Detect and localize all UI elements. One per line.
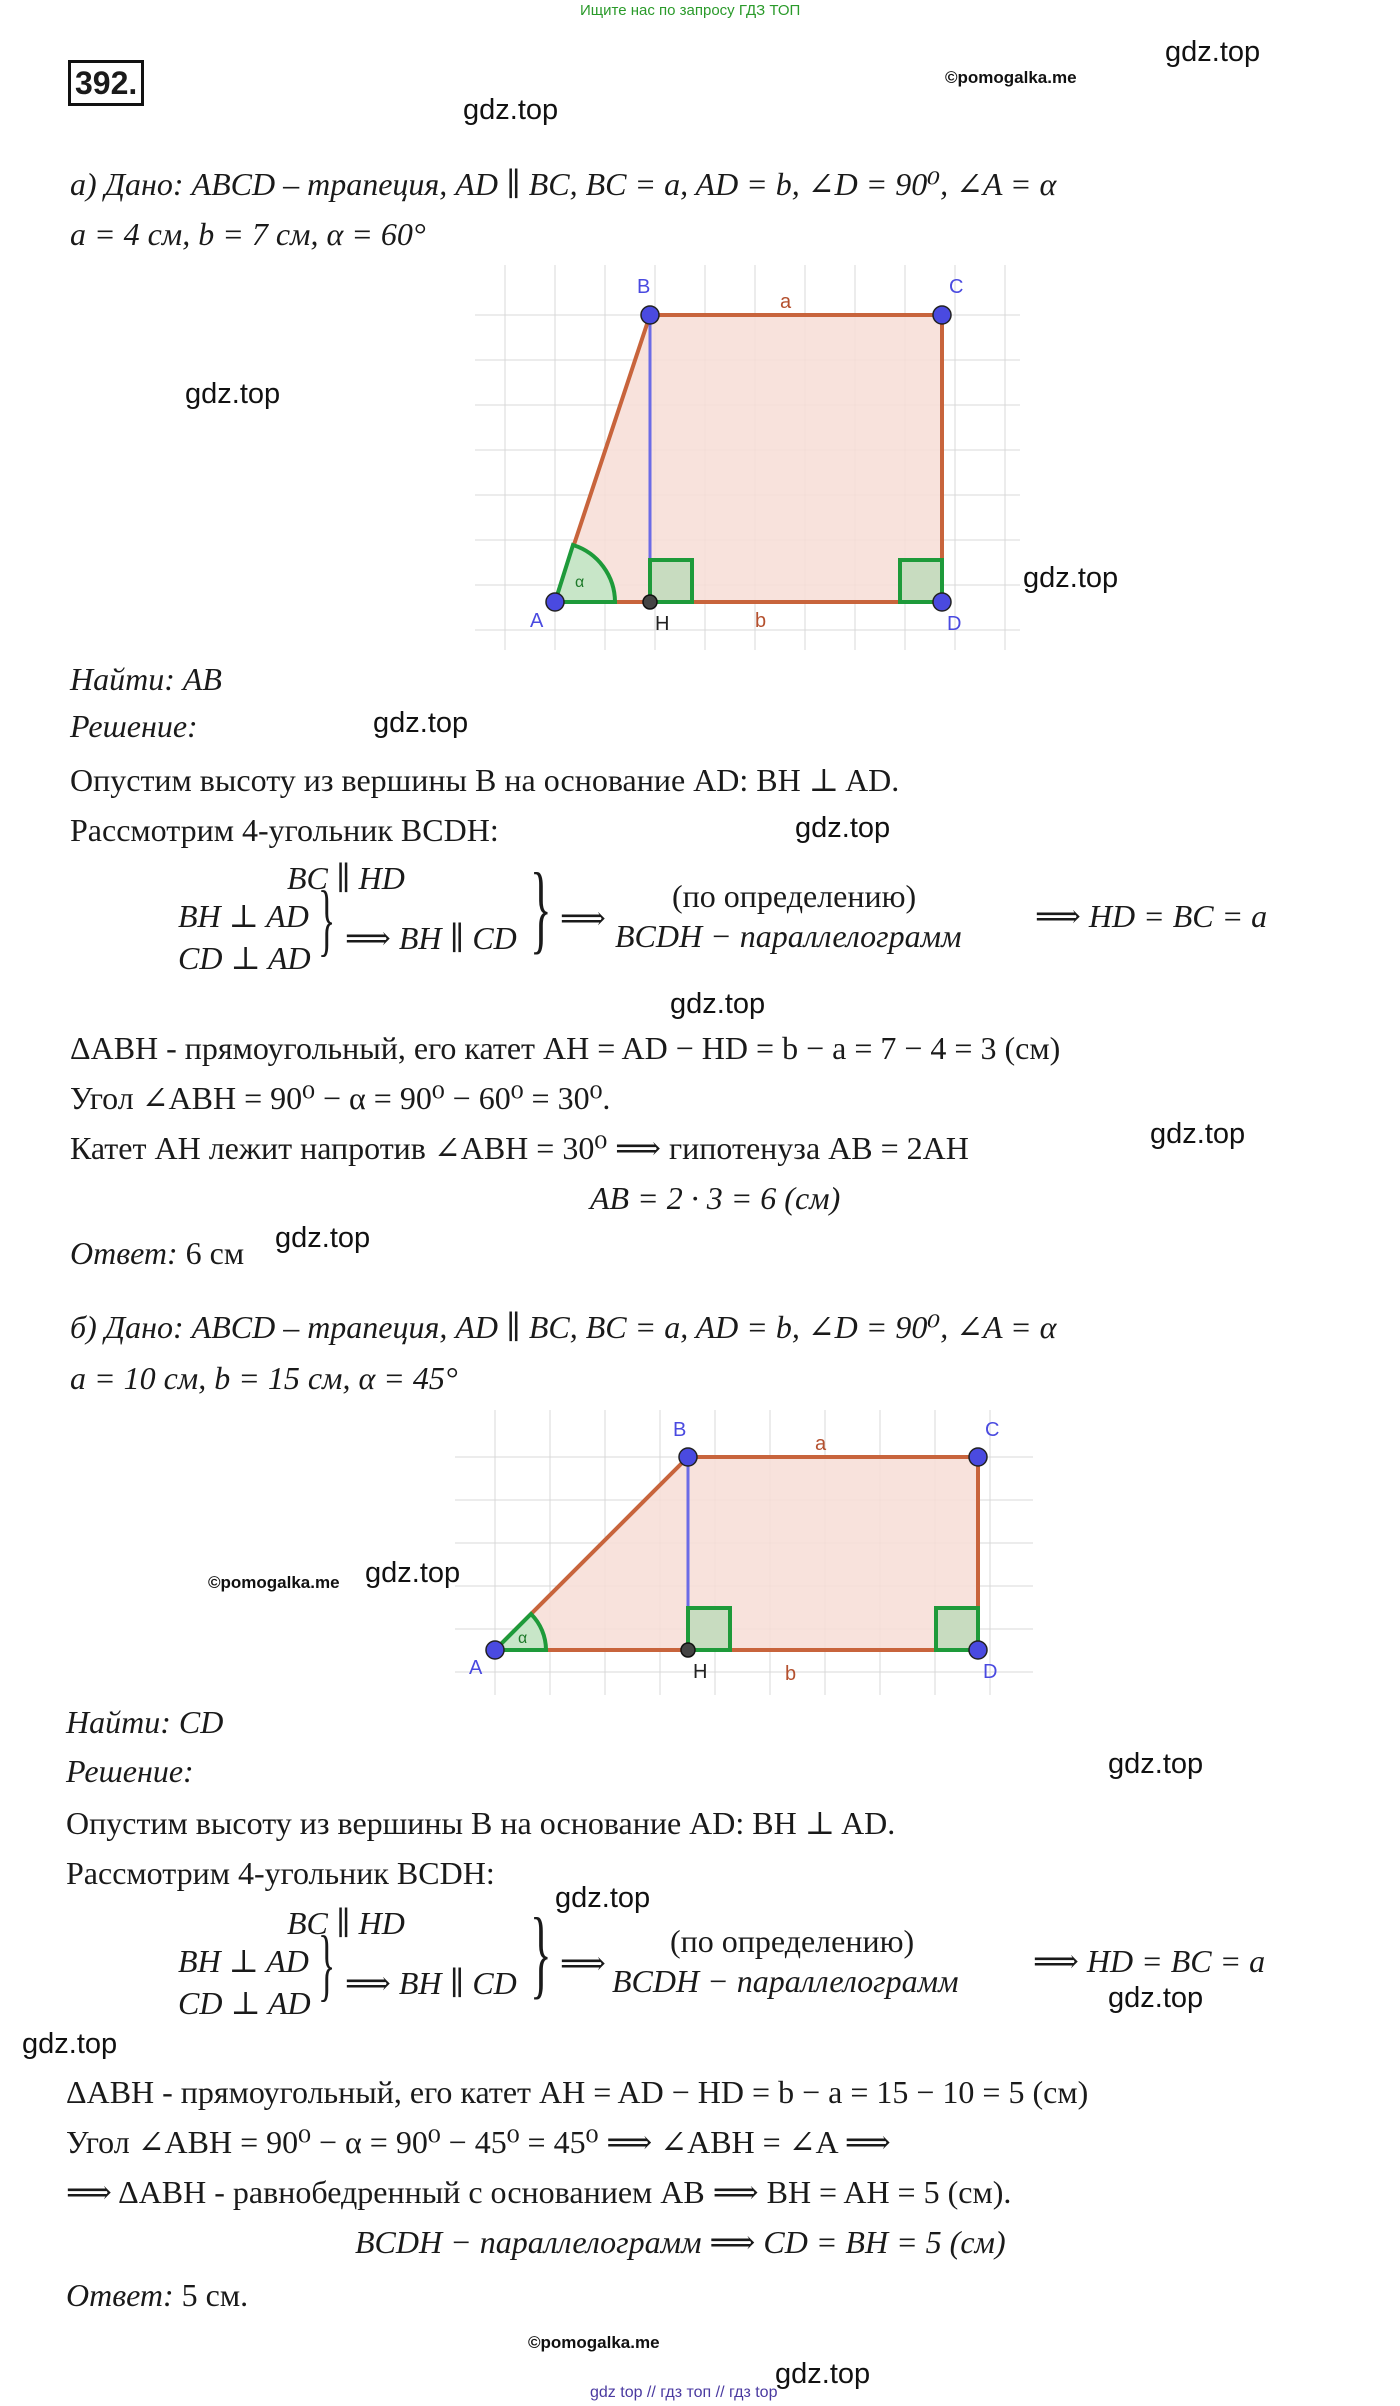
watermark-gdz: gdz.top <box>1023 562 1119 594</box>
point-b <box>679 1448 697 1466</box>
find-text: : AB <box>164 661 222 697</box>
figure-a <box>475 265 1020 650</box>
label-c: C <box>985 1419 1000 1441</box>
part-a-by-def: (по определению) <box>672 878 917 914</box>
label-side-a: a <box>815 1433 827 1455</box>
part-b-line1: Опустим высоту из вершины B на основание AD: BH ⊥ AD. <box>66 1805 896 1841</box>
label-side-b: b <box>755 610 767 632</box>
part-b-solution-label: Решение: <box>66 1753 194 1789</box>
find-label: Найти <box>70 661 165 697</box>
watermark-gdz: gdz.top <box>1108 1748 1204 1780</box>
part-a-line3: ΔABH - прямоугольный, его катет AH = AD − HD = b − a = 7 − 4 = 3 (см) <box>70 1030 1061 1066</box>
part-a-bh-ad: BH ⊥ AD <box>178 898 309 934</box>
part-b-values: a = 10 см, b = 15 см, α = 45° <box>70 1360 458 1396</box>
copyright-bottom: ©pomogalka.me <box>528 2333 660 2352</box>
label-alpha: α <box>575 574 585 591</box>
point-d <box>969 1641 987 1659</box>
figure-b <box>455 1410 1033 1695</box>
right-angle-h <box>650 560 692 602</box>
label-side-a: a <box>780 291 792 313</box>
part-b-hd-bc: ⟹ HD = BC = a <box>1033 1943 1266 1979</box>
problem-number: 392. <box>68 60 144 106</box>
label-b: B <box>673 1419 687 1441</box>
watermark-gdz: gdz.top <box>365 1557 461 1589</box>
part-b-by-def: (по определению) <box>670 1923 915 1959</box>
watermark-gdz: gdz.top <box>1108 1982 1204 2014</box>
part-b-line6: BCDH − параллелограмм ⟹ CD = BH = 5 (см) <box>355 2224 1006 2260</box>
part-a-implies: ⟹ <box>560 900 606 936</box>
given-label: а) Дано <box>70 166 173 202</box>
part-a-find <box>70 659 222 699</box>
brace-small: } <box>318 876 336 964</box>
watermark-gdz: gdz.top <box>670 988 766 1020</box>
point-a <box>486 1641 504 1659</box>
right-angle-h <box>688 1608 730 1650</box>
copyright-mid: ©pomogalka.me <box>208 1573 340 1592</box>
part-b-given: б) Дано: ABCD – трапеция, AD ∥ BC, BC = a, AD = b, ∠D = 90⁰, ∠A = α <box>70 1309 1057 1345</box>
part-a-cd-ad: CD ⊥ AD <box>178 940 311 976</box>
brace-big: } <box>530 1897 552 2008</box>
point-a <box>546 593 564 611</box>
part-b-line3: ΔABH - прямоугольный, его катет AH = AD − HD = b − a = 15 − 10 = 5 (см) <box>66 2074 1089 2110</box>
part-a-hd-bc: ⟹ HD = BC = a <box>1035 898 1268 934</box>
part-b-answer: Ответ: 5 см. <box>66 2277 249 2313</box>
search-hint[interactable]: Ищите нас по запросу ГДЗ ТОП <box>580 2 801 19</box>
part-a-answer: Ответ: 6 см <box>70 1235 245 1271</box>
watermark-gdz: gdz.top <box>275 1222 371 1254</box>
watermark-gdz: gdz.top <box>1165 36 1261 68</box>
label-c: C <box>949 276 964 298</box>
label-side-b: b <box>785 1663 797 1685</box>
point-h <box>643 595 657 609</box>
label-a: A <box>530 610 544 632</box>
watermark-gdz: gdz.top <box>795 812 891 844</box>
watermark-gdz: gdz.top <box>373 707 469 739</box>
part-b-bh-ad: BH ⊥ AD <box>178 1943 309 1979</box>
part-b-line4: Угол ∠ABH = 90⁰ − α = 90⁰ − 45⁰ = 45⁰ ⟹ ∠ABH = ∠A ⟹ <box>66 2124 891 2160</box>
point-d <box>933 593 951 611</box>
point-b <box>641 306 659 324</box>
given-text: : ABCD – трапеция, AD ∥ BC, BC = a, AD = b, ∠D = 90⁰, ∠A = α <box>172 166 1057 202</box>
label-h: H <box>693 1661 708 1683</box>
part-a-parallelogram: BCDH − параллелограмм <box>615 918 962 954</box>
trapezoid-abcd <box>495 1457 978 1650</box>
part-a-line2: Рассмотрим 4-угольник BCDH: <box>70 812 499 848</box>
part-b-parallelogram: BCDH − параллелограмм <box>612 1963 959 1999</box>
label-a: A <box>469 1657 483 1679</box>
part-a-solution-label: Решение: <box>70 708 198 744</box>
part-a-bc-hd: BC ∥ HD <box>287 860 405 896</box>
part-b-bc-hd: BC ∥ HD <box>287 1905 405 1941</box>
label-d: D <box>983 1661 998 1683</box>
brace-big: } <box>530 852 552 963</box>
part-b-line2: Рассмотрим 4-угольник BCDH: <box>66 1855 495 1891</box>
watermark-gdz: gdz.top <box>463 94 559 126</box>
watermark-gdz: gdz.top <box>555 1882 651 1914</box>
watermark-gdz: gdz.top <box>185 378 281 410</box>
point-c <box>933 306 951 324</box>
part-b-line5: ⟹ ΔABH - равнобедренный с основанием AB ⟹ BH = AH = 5 (см). <box>66 2174 1012 2210</box>
part-a-line5: Катет AH лежит напротив ∠ABH = 30⁰ ⟹ гипотенуза AB = 2AH <box>70 1130 969 1166</box>
watermark-gdz: gdz.top <box>22 2028 118 2060</box>
part-b-cd-ad: CD ⊥ AD <box>178 1985 311 2021</box>
part-a-line4: Угол ∠ABH = 90⁰ − α = 90⁰ − 60⁰ = 30⁰. <box>70 1080 611 1116</box>
point-h <box>681 1643 695 1657</box>
trapezoid-abcd <box>555 315 942 602</box>
part-b-implies: ⟹ <box>560 1945 606 1981</box>
point-c <box>969 1448 987 1466</box>
part-a-bh-cd: ⟹ BH ∥ CD <box>345 920 517 956</box>
brace-small: } <box>318 1921 336 2009</box>
part-b-find: Найти: CD <box>66 1704 224 1740</box>
watermark-gdz: gdz.top <box>775 2358 871 2390</box>
part-a-line1: Опустим высоту из вершины B на основание AD: BH ⊥ AD. <box>70 762 900 798</box>
label-d: D <box>947 613 962 635</box>
label-alpha: α <box>518 1630 528 1647</box>
label-b: B <box>637 276 651 298</box>
part-a-given <box>70 164 1056 204</box>
label-h: H <box>655 613 670 635</box>
copyright-header: ©pomogalka.me <box>945 68 1077 87</box>
footer-links[interactable]: gdz top // гдз топ // гдз top <box>590 2384 778 2401</box>
part-b-bh-cd: ⟹ BH ∥ CD <box>345 1965 517 2001</box>
part-a-line6: AB = 2 · 3 = 6 (см) <box>590 1180 841 1216</box>
part-a-values: a = 4 см, b = 7 см, α = 60° <box>70 216 426 252</box>
watermark-gdz: gdz.top <box>1150 1118 1246 1150</box>
